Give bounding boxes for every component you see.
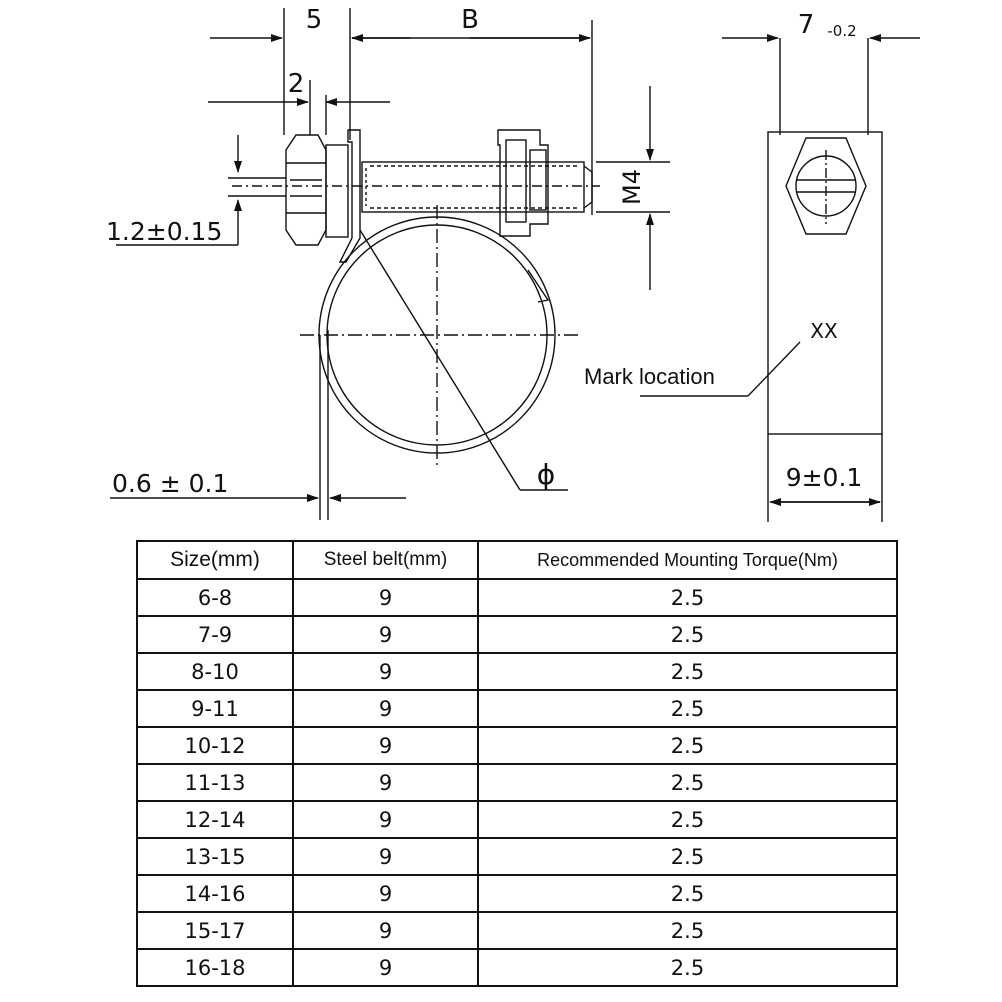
torque-cell: 2.5: [478, 801, 897, 838]
dim-width-label: 7: [797, 10, 815, 40]
dim-belt-label: 0.6 ± 0.1: [112, 469, 229, 498]
dim-b-label: B: [461, 5, 479, 35]
front-view: [110, 8, 670, 520]
torque-cell: 2.5: [478, 949, 897, 986]
size-cell: 16-18: [137, 949, 293, 986]
torque-cell: 2.5: [478, 579, 897, 616]
steel-belt-cell: 9: [293, 912, 478, 949]
dim-2-label: 2: [287, 69, 305, 99]
torque-cell: 2.5: [478, 616, 897, 653]
size-cell: 10-12: [137, 727, 293, 764]
table-row: [137, 838, 897, 875]
size-cell: 13-15: [137, 838, 293, 875]
torque-cell: 2.5: [478, 875, 897, 912]
steel-belt-cell: 9: [293, 801, 478, 838]
size-cell: 7-9: [137, 616, 293, 653]
header-size: Size(mm): [137, 541, 293, 579]
size-cell: 8-10: [137, 653, 293, 690]
steel-belt-cell: 9: [293, 690, 478, 727]
steel-belt-cell: 9: [293, 653, 478, 690]
steel-belt-cell: 9: [293, 727, 478, 764]
table-row: [137, 875, 897, 912]
steel-belt-cell: 9: [293, 579, 478, 616]
size-cell: 11-13: [137, 764, 293, 801]
torque-cell: 2.5: [478, 653, 897, 690]
torque-cell: 2.5: [478, 838, 897, 875]
dim-thickness-label: 1.2±0.15: [106, 217, 223, 246]
dim-width-tolerance: -0.2: [827, 22, 857, 40]
size-cell: 15-17: [137, 912, 293, 949]
steel-belt-cell: 9: [293, 764, 478, 801]
torque-cell: 2.5: [478, 764, 897, 801]
dim-5-label: 5: [305, 5, 323, 35]
table-row: [137, 912, 897, 949]
spec-table: [136, 540, 898, 987]
torque-cell: 2.5: [478, 690, 897, 727]
size-cell: 6-8: [137, 579, 293, 616]
table-row: [137, 727, 897, 764]
table-row: [137, 690, 897, 727]
header-steel-belt: Steel belt(mm): [293, 541, 478, 579]
steel-belt-cell: 9: [293, 949, 478, 986]
header-torque: Recommended Mounting Torque(Nm): [478, 541, 897, 579]
dim-m4-label: M4: [618, 169, 646, 205]
table-row: [137, 801, 897, 838]
steel-belt-cell: 9: [293, 616, 478, 653]
dim-belt-width-label: 9±0.1: [785, 463, 863, 492]
size-cell: 12-14: [137, 801, 293, 838]
table-row: [137, 579, 897, 616]
table-row: [137, 949, 897, 986]
torque-cell: 2.5: [478, 912, 897, 949]
torque-cell: 2.5: [478, 727, 897, 764]
table-row: [137, 616, 897, 653]
table-header-row: [137, 541, 897, 579]
table-row: [137, 764, 897, 801]
dim-phi-label: ϕ: [536, 458, 556, 491]
mark-location-label: Mark location: [584, 364, 715, 389]
mark-code: XX: [810, 319, 838, 343]
size-cell: 9-11: [137, 690, 293, 727]
steel-belt-cell: 9: [293, 875, 478, 912]
table-row: [137, 653, 897, 690]
steel-belt-cell: 9: [293, 838, 478, 875]
side-view: [640, 38, 920, 522]
size-cell: 14-16: [137, 875, 293, 912]
